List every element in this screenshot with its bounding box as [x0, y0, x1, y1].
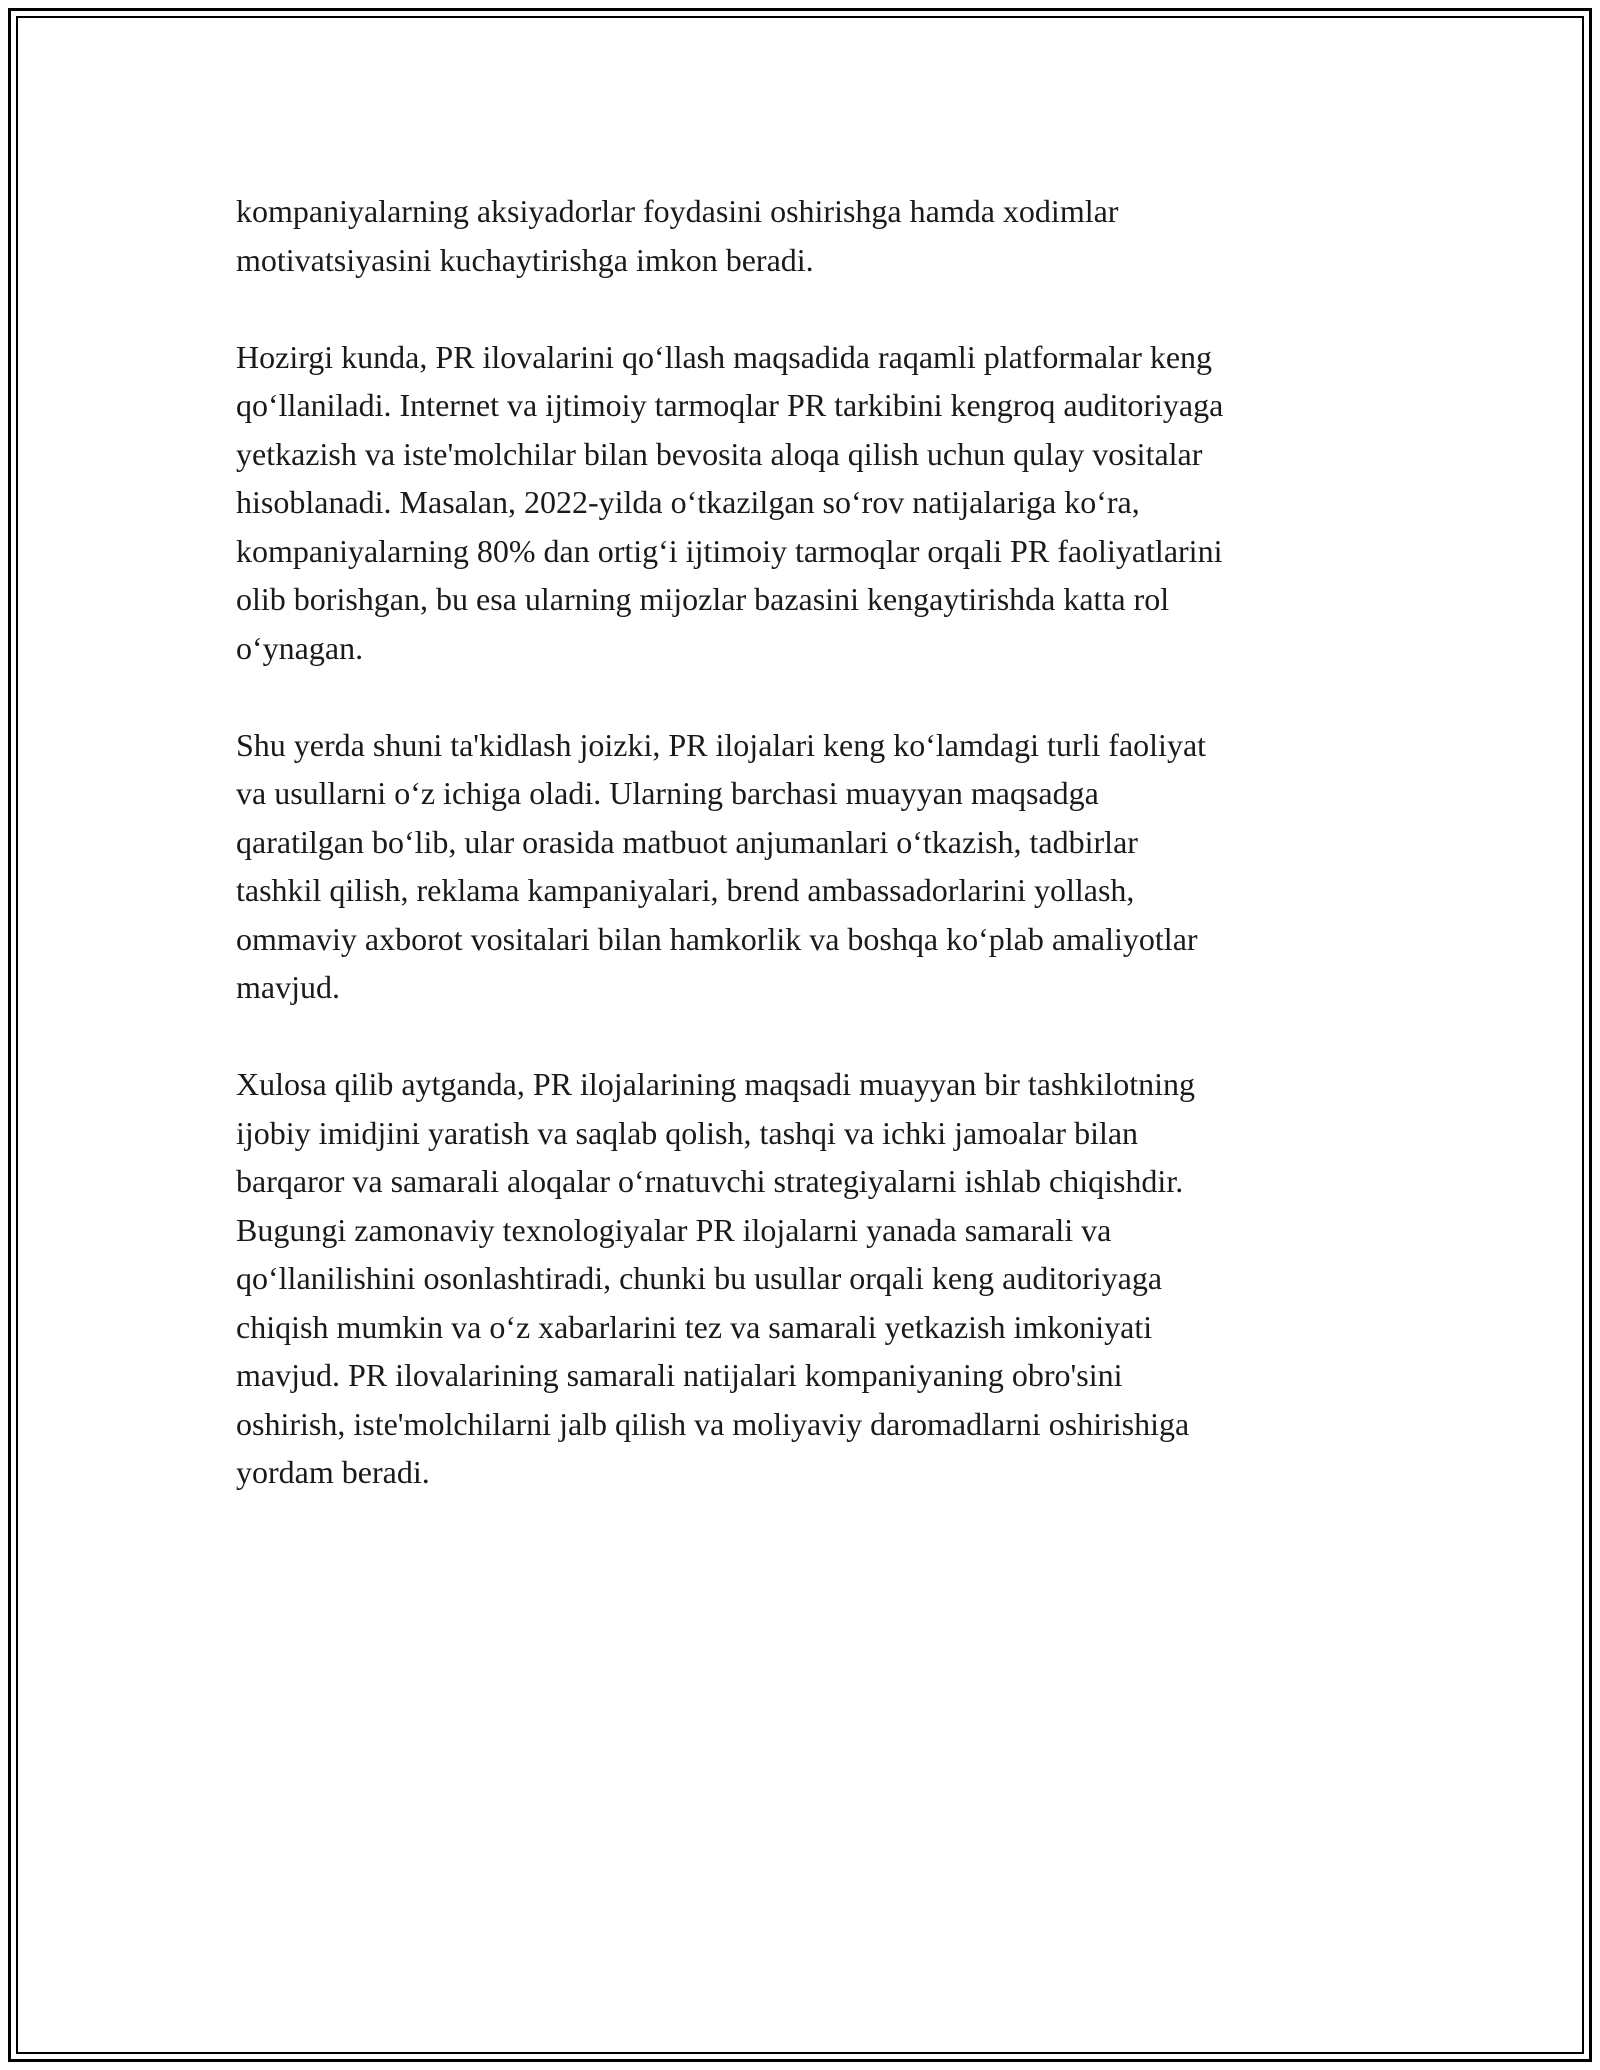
text-line: barqaror va samarali aloqalar o‘rnatuvchi strategiyalarni ishlab chiqishdir. [236, 1163, 1184, 1199]
text-line: mavjud. PR ilovalarining samarali natijalari kompaniyaning obro'sini [236, 1357, 1123, 1393]
text-line: hisoblanadi. Masalan, 2022-yilda o‘tkazilgan so‘rov natijalariga ko‘ra, [236, 484, 1140, 520]
text-line: ommaviy axborot vositalari bilan hamkorlik va boshqa ko‘plab amaliyotlar [236, 920, 1198, 957]
text-line: chiqish mumkin va o‘z xabarlarini tez va samarali yetkazish imkoniyati [236, 1308, 1153, 1345]
text-line: qo‘llaniladi. Internet va ijtimoiy tarmoqlar PR tarkibini kengroq auditoriyaga [236, 387, 1224, 423]
text-line: Xulosa qilib aytganda, PR ilojalarining maqsadi muayyan bir tashkilotning [236, 1066, 1195, 1102]
paragraph-3 [236, 721, 1386, 1012]
text-line: ijobiy imidjini yaratish va saqlab qolish, tashqi va ichki jamoalar bilan [236, 1114, 1139, 1151]
text-line: yetkazish va iste'molchilar bilan bevosita aloqa qilish uchun qulay vositalar [236, 435, 1203, 472]
text-line: qaratilgan bo‘lib, ular orasida matbuot anjumanlari o‘tkazish, tadbirlar [236, 823, 1138, 860]
text-line: o‘ynagan. [236, 629, 364, 666]
paragraph-2 [236, 333, 1386, 673]
paragraph-4 [236, 1060, 1386, 1497]
text-line: Hozirgi kunda, PR ilovalarini qo‘llash maqsadida raqamli platformalar keng [236, 338, 1213, 375]
text-line: kompaniyalarning 80% dan ortig‘i ijtimoiy tarmoqlar orqali PR faoliyatlarini [236, 532, 1223, 569]
text-line: mavjud. [236, 969, 340, 1005]
text-line: tashkil qilish, reklama kampaniyalari, brend ambassadorlarini yollash, [236, 872, 1135, 908]
text-line: motivatsiyasini kuchaytirishga imkon beradi. [236, 241, 814, 278]
paragraph-1 [236, 187, 1386, 284]
text-line: olib borishgan, bu esa ularning mijozlar bazasini kengaytirishda katta rol [236, 581, 1170, 617]
text-line: yordam beradi. [236, 1454, 430, 1490]
text-line: oshirish, iste'molchilarni jalb qilish va moliyaviy daromadlarni oshirishiga [236, 1405, 1190, 1442]
text-line: Shu yerda shuni ta'kidlash joizki, PR ilojalari keng ko‘lamdagi turli faoliyat [236, 726, 1207, 763]
document-body [236, 187, 1386, 1545]
text-line: va usullarni o‘z ichiga oladi. Ularning barchasi muayyan maqsadga [236, 775, 1099, 811]
text-line: qo‘llanilishini osonlashtiradi, chunki bu usullar orqali keng auditoriyaga [236, 1260, 1163, 1296]
text-line: Bugungi zamonaviy texnologiyalar PR ilojalarni yanada samarali va [236, 1211, 1112, 1248]
text-line: kompaniyalarning aksiyadorlar foydasini oshirishga hamda xodimlar [236, 193, 1119, 229]
